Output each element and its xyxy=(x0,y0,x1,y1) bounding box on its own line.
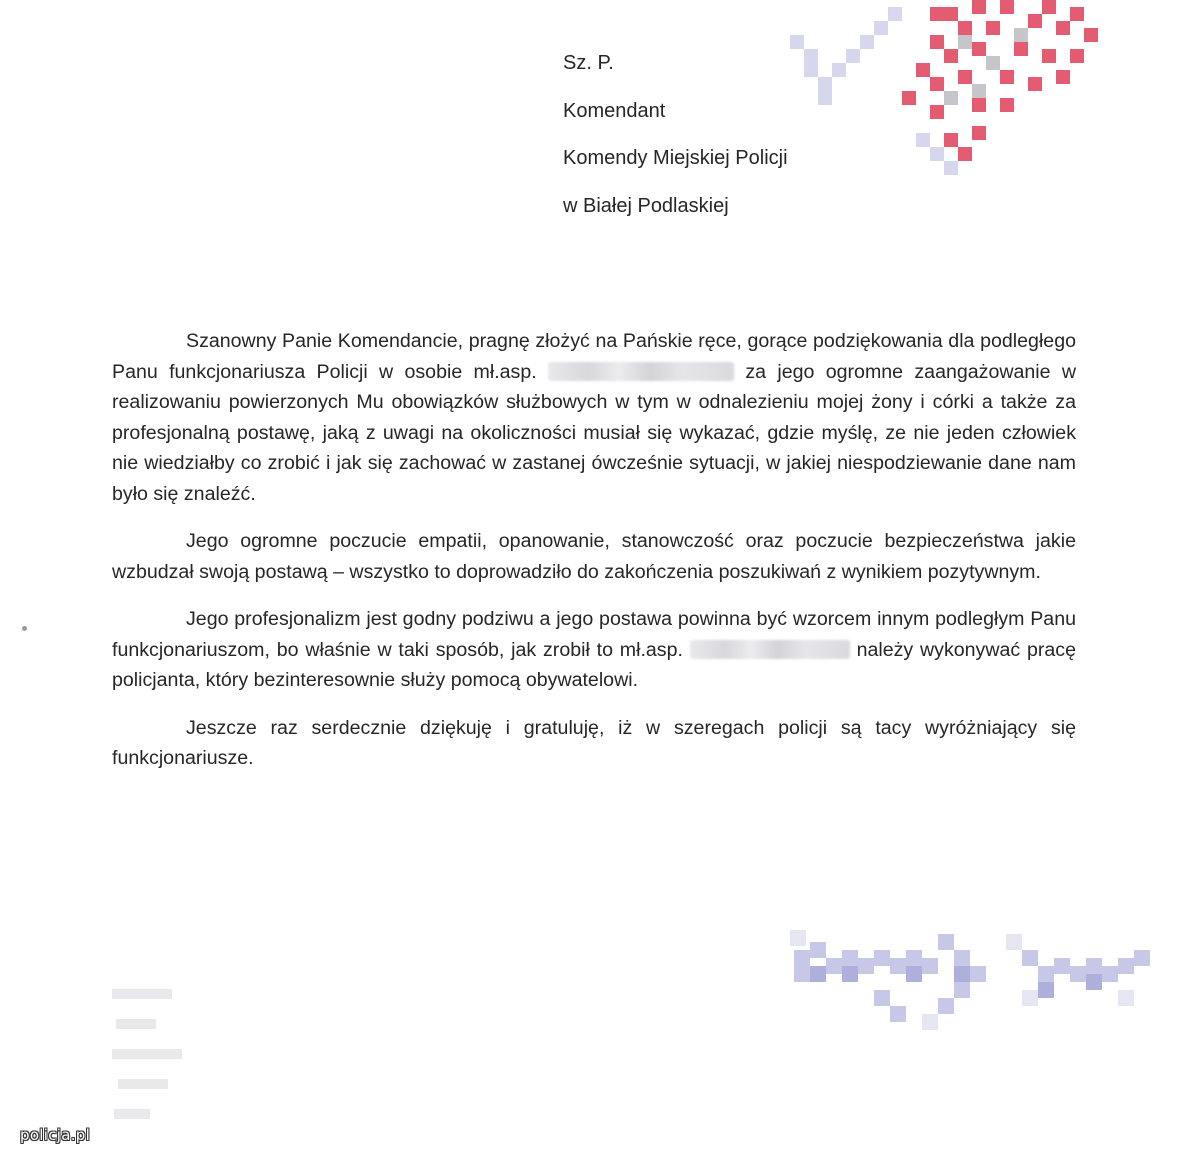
paragraph-2: Jego ogromne poczucie empatii, opanowanie, stanowczość oraz poczucie bezpieczeństwa jakie wzbudzał swoją postawą – wszystko to doprowadziło do zakończenia poszukiwań z wynikiem pozytywnym. xyxy=(112,530,1076,583)
paragraph-1 xyxy=(112,326,1076,509)
addressee-office: Komendy Miejskiej Policji xyxy=(563,147,788,169)
paragraph-3-part-b: należy wykonywać pracę policjanta, który bezinteresownie służy pomocą obywatelowi. xyxy=(112,638,1077,691)
addressee-title: Komendant xyxy=(563,99,666,122)
redacted-name xyxy=(690,640,850,659)
paragraph-3-part-a: Jego profesjonalizm jest godny podziwu a jego postawa powinna być wzorcem innym podległym Panu funkcjonariuszom, bo właśnie w taki sposób, jak zrobił to mł.asp. xyxy=(112,608,1076,661)
redacted-name xyxy=(548,362,734,381)
watermark-logo: policja.pl xyxy=(20,1126,91,1144)
addressee-salutation: Sz. P. xyxy=(563,52,614,74)
addressee-block xyxy=(563,40,788,230)
paragraph-1-part-b: za jego ogromne zaangażowanie w realizowaniu powierzonych Mu obowiązków służbowych w tym w odnalezieniu mojej żony i córki a także za profesjonalną postawę, jaką z uwagi na okoliczności musiał się wykazać, gdzie myślę, ze nie jeden człowiek nie wiedziałby co zrobić i jak się zachować w zastanej ówcześnie sytuacji, w jakiej niespodziewanie dane nam było się znaleźć. xyxy=(112,360,1077,505)
signature-pixelated xyxy=(790,920,1160,1040)
addressee-city: w Białej Podlaskiej xyxy=(563,194,729,217)
paragraph-1-part-a: Szanowny Panie Komendancie, pragnę złożyć na Pańskie ręce, gorące podziękowania dla podległego Panu funkcjonariusza Policji w osobie mł.asp. xyxy=(112,330,1076,383)
stamp-pixelated xyxy=(780,0,1120,190)
paragraph-3 xyxy=(112,604,1076,696)
paragraph-4: Jeszcze raz serdecznie dziękuję i gratuluję, iż w szeregach policji są tacy wyróżniający się funkcjonariusze. xyxy=(112,716,1076,769)
letter-body xyxy=(112,326,1076,791)
scan-speck xyxy=(22,626,27,631)
faint-scan-marks xyxy=(108,985,228,1135)
